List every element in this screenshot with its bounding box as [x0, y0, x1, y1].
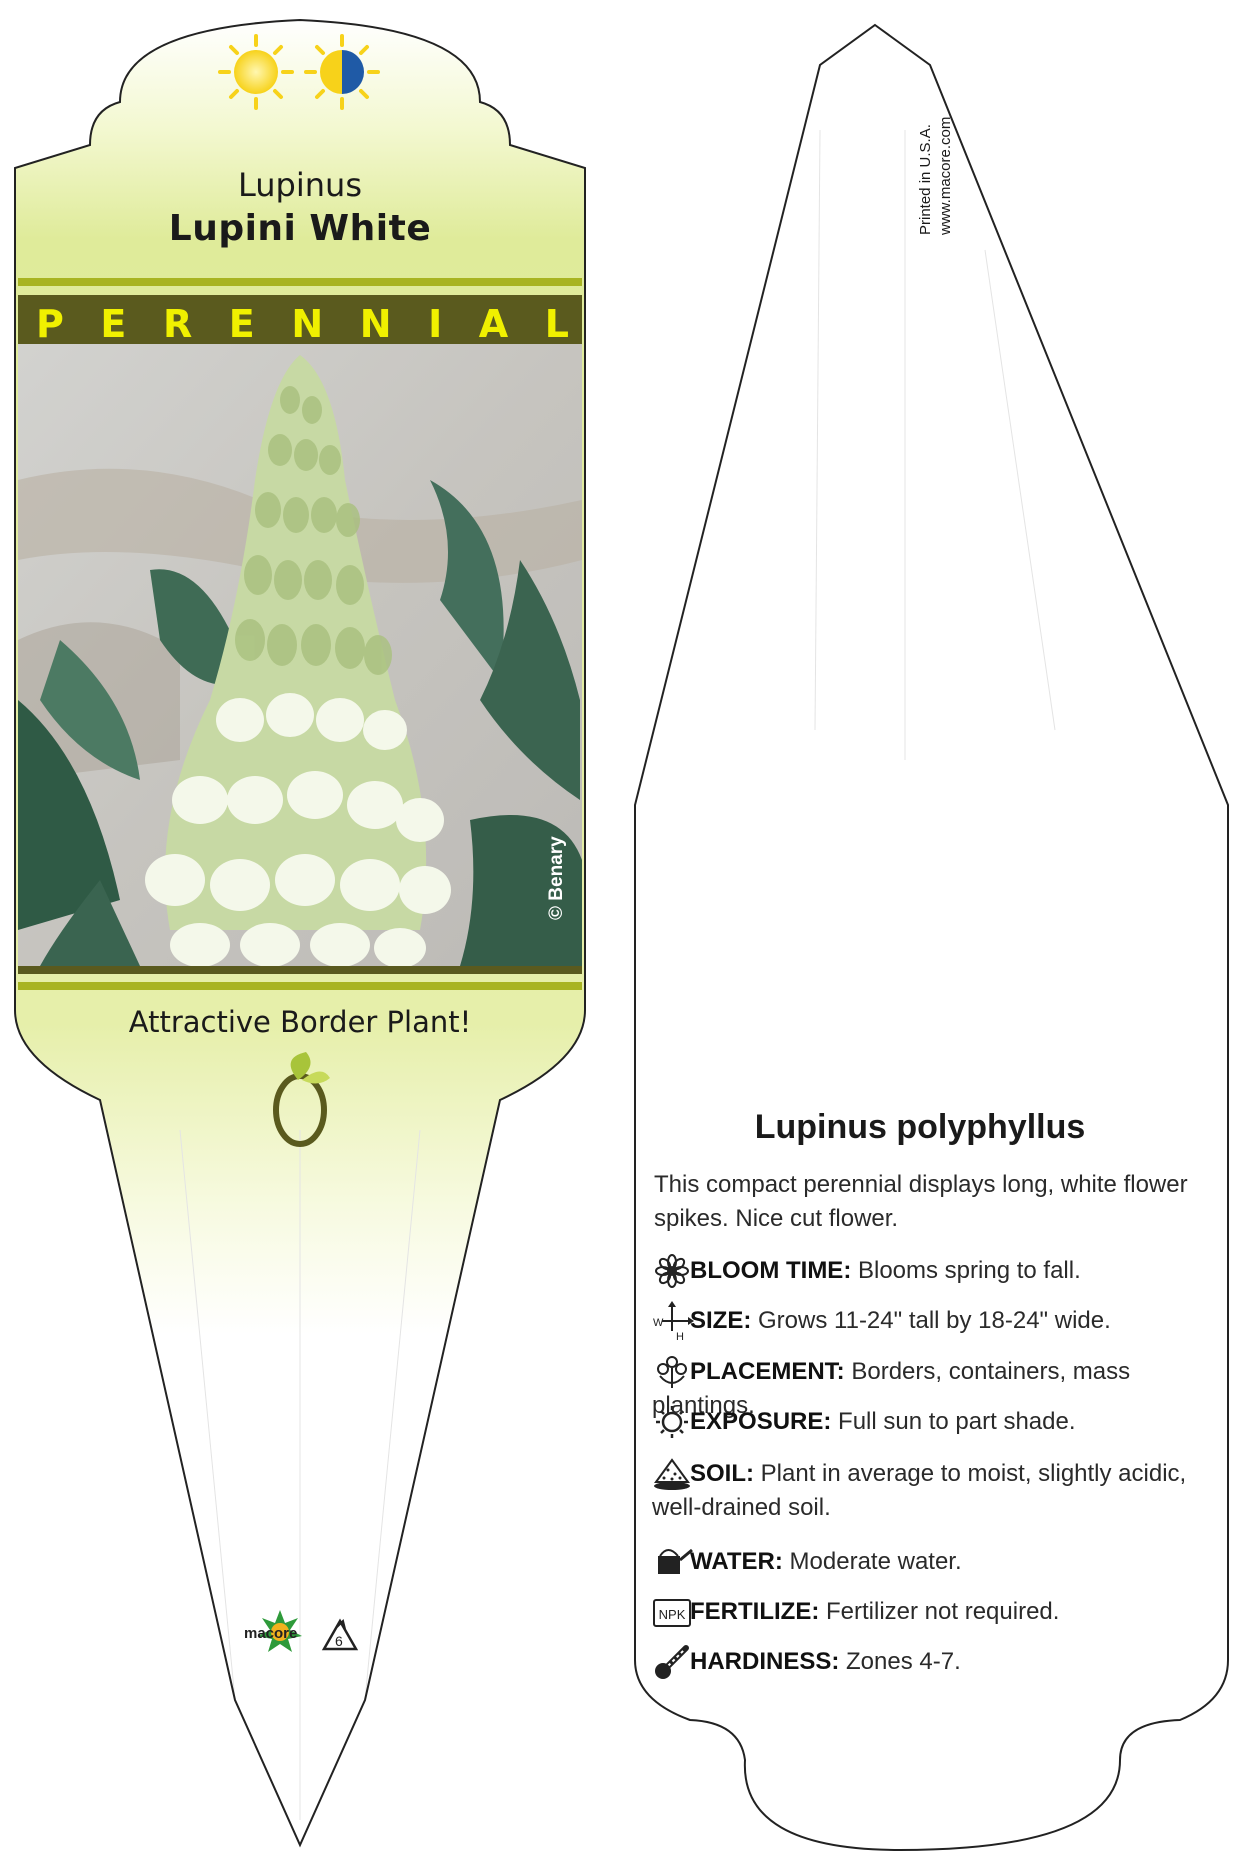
info-label: HARDINESS:: [690, 1648, 840, 1675]
banner-letter: A: [478, 302, 509, 346]
plant-photo: [18, 344, 582, 968]
banner-letter: I: [428, 302, 443, 346]
info-water: [652, 1545, 1222, 1579]
svg-text:NPK: NPK: [658, 1607, 686, 1622]
banner-letter: R: [162, 302, 193, 346]
plant-cultivar: Lupini White: [168, 208, 432, 249]
category-banner: [20, 300, 585, 348]
info-label: BLOOM TIME:: [690, 1257, 852, 1284]
info-label: EXPOSURE:: [690, 1408, 832, 1435]
info-size: [652, 1304, 1222, 1338]
info-fertilize: [652, 1595, 1222, 1629]
banner-letter: N: [291, 302, 324, 346]
banner-letter: P: [36, 302, 64, 346]
info-label: SOIL:: [690, 1460, 754, 1487]
info-label: FERTILIZE:: [690, 1598, 820, 1625]
website: www.macore.com: [937, 116, 954, 235]
svg-text:H: H: [676, 1331, 684, 1343]
info-label: WATER:: [690, 1548, 783, 1575]
banner-letter: L: [544, 302, 569, 346]
info-text: Full sun to part shade.: [838, 1408, 1076, 1435]
info-text: Zones 4-7.: [846, 1648, 961, 1675]
brand-logo-text: macore: [244, 1625, 298, 1642]
part-sun-icon: [306, 36, 378, 108]
info-soil: [652, 1457, 1222, 1525]
recycle-number: 6: [335, 1633, 343, 1649]
printed-in: Printed in U.S.A.: [917, 124, 934, 235]
plant-genus: Lupinus: [238, 166, 362, 204]
full-sun-icon: [220, 36, 292, 108]
front-tag: [15, 20, 585, 1845]
photo-credit: © Benary: [546, 836, 567, 920]
banner-letter: E: [100, 302, 127, 346]
info-label: PLACEMENT:: [690, 1358, 845, 1385]
info-exposure: [652, 1405, 1222, 1439]
svg-text:W: W: [653, 1317, 664, 1329]
description: This compact perennial displays long, white flower spikes. Nice cut flower.: [654, 1171, 1188, 1232]
tagline: Attractive Border Plant!: [128, 1005, 472, 1039]
info-text: Plant in average to moist, slightly acidic, well-drained soil.: [652, 1460, 1187, 1521]
info-text: Moderate water.: [789, 1548, 962, 1575]
banner-letter: N: [359, 302, 392, 346]
info-bloom-time: [652, 1254, 1222, 1288]
info-text: Grows 11-24" tall by 18-24" wide.: [758, 1307, 1111, 1334]
info-text: Fertilizer not required.: [826, 1598, 1060, 1625]
info-label: SIZE:: [690, 1307, 752, 1334]
banner-letter: E: [228, 302, 255, 346]
info-text: Borders, containers, mass plantings.: [652, 1358, 1131, 1419]
info-text: Blooms spring to fall.: [857, 1257, 1081, 1284]
info-hardiness: [652, 1645, 1222, 1679]
scientific-name: Lupinus polyphyllus: [754, 1108, 1086, 1146]
